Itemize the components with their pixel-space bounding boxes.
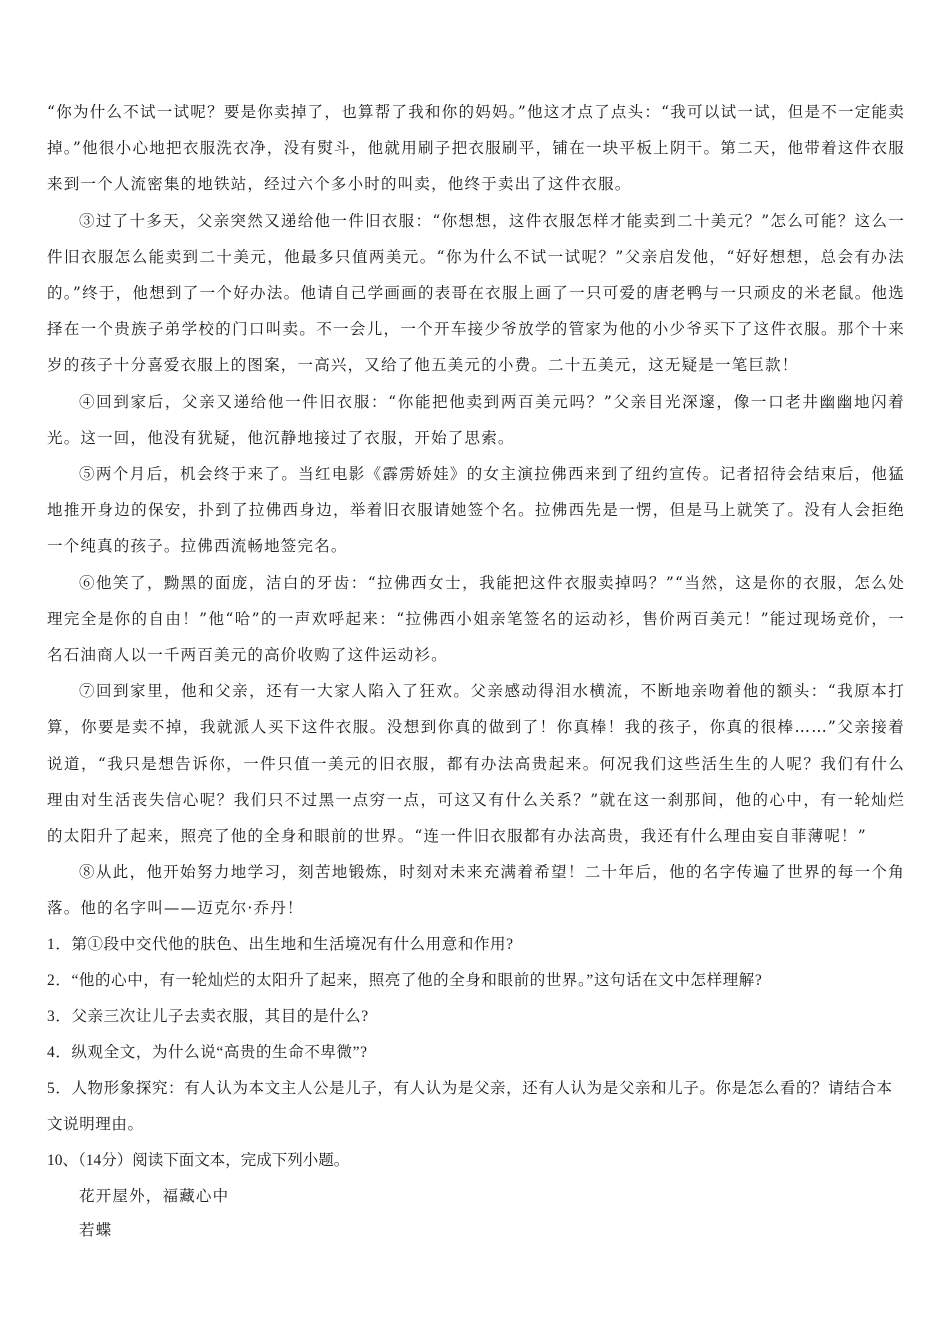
passage-paragraph-3: ③过了十多天，父亲突然又递给他一件旧衣服：“你想想，这件衣服怎样才能卖到二十美元？”怎么可能？这么一件旧衣服怎么能卖到二十美元，他最多只值两美元。“你为什么不试一试呢？”父亲启发他，“好好想想，总会有办法的。”终于，他想到了一个好办法。他请自己学画画的表哥在衣服上画了一只可爱的唐老鸭与一只顽皮的米老鼠。他选择在一个贵族子弟学校的门口叫卖。不一会儿，一个开车接少爷放学的管家为他的小少爷买下了这件衣服。那个十来岁的孩子十分喜爱衣服上的图案，一高兴，又给了他五美元的小费。二十五美元，这无疑是一笔巨款！ <box>47 211 905 375</box>
passage-paragraph-7: ⑦回到家里，他和父亲，还有一大家人陷入了狂欢。父亲感动得泪水横流，不断地亲吻着他的额头：“我原本打算，你要是卖不掉，我就派人买下这件衣服。没想到你真的做到了！你真棒！我的孩子，你真的很棒……”父亲接着说道，“我只是想告诉你，一件只值一美元的旧衣服，都有办法高贵起来。何况我们这些活生生的人呢？我们有什么理由对生活丧失信心呢？我们只不过黑一点穷一点，可这又有什么关系？”就在这一刹那间，他的心中，有一轮灿烂的太阳升了起来，照亮了他的全身和眼前的世界。“连一件旧衣服都有办法高贵，我还有什么理由妄自菲薄呢！” <box>47 682 905 846</box>
passage-paragraph-6: ⑥他笑了，黝黑的面庞，洁白的牙齿：“拉佛西女士，我能把这件衣服卖掉吗？”“当然，这是你的衣服，怎么处理完全是你的自由！”他“哈”的一声欢呼起来：“拉佛西小姐亲笔签名的运动衫，售价两百美元！”能过现场竞价，一名石油商人以一千两百美元的高价收购了这件运动衫。 <box>47 573 905 665</box>
passage-paragraph-continued: “你为什么不试一试呢？要是你卖掉了，也算帮了我和你的妈妈。”他这才点了点头：“我可以试一试，但是不一定能卖掉。”他很小心地把衣服洗衣净，没有熨斗，他就用刷子把衣服刷平，铺在一块平板上阴干。第二天，他带着这件衣服来到一个人流密集的地铁站，经过六个多小时的叫卖，他终于卖出了这件衣服。 <box>47 103 905 194</box>
passage-paragraph-5: ⑤两个月后，机会终于来了。当红电影《霹雳娇娃》的女主演拉佛西来到了纽约宣传。记者招待会结束后，他猛地推开身边的保安，扑到了拉佛西身边，举着旧衣服请她签个名。拉佛西先是一愣，但是马上就笑了。没有人会拒绝一个纯真的孩子。拉佛西流畅地签完名。 <box>47 465 905 556</box>
question-4: 4．纵观全文，为什么说“高贵的生命不卑微”? <box>47 1043 368 1061</box>
section-10-heading: 10、（14分）阅读下面文本，完成下列小题。 <box>47 1151 350 1169</box>
passage-paragraph-8: ⑧从此，他开始努力地学习，刻苦地锻炼，时刻对未来充满着希望！二十年后，他的名字传遍了世界的每一个角落。他的名字叫——迈克尔·乔丹！ <box>47 863 905 918</box>
question-2: 2．“他的心中，有一轮灿烂的太阳升了起来，照亮了他的全身和眼前的世界。”这句话在文中怎样理解? <box>47 971 763 989</box>
question-1: 1．第①段中交代他的肤色、出生地和生活境况有什么用意和作用? <box>47 935 514 953</box>
section-10-title: 花开屋外，福藏心中 <box>79 1186 230 1205</box>
question-3: 3．父亲三次让儿子去卖衣服，其目的是什么? <box>47 1007 369 1025</box>
section-10-author: 若蝶 <box>79 1220 113 1239</box>
passage-paragraph-4: ④回到家后，父亲又递给他一件旧衣服：“你能把他卖到两百美元吗？”父亲目光深邃，像一口老井幽幽地闪着光。这一回，他没有犹疑，他沉静地接过了衣服，开始了思索。 <box>47 392 905 447</box>
question-5: 5．人物形象探究：有人认为本文主人公是儿子，有人认为是父亲，还有人认为是父亲和儿子。你是怎么看的？请结合本文说明理由。 <box>47 1079 893 1133</box>
document-content <box>47 94 905 1247</box>
